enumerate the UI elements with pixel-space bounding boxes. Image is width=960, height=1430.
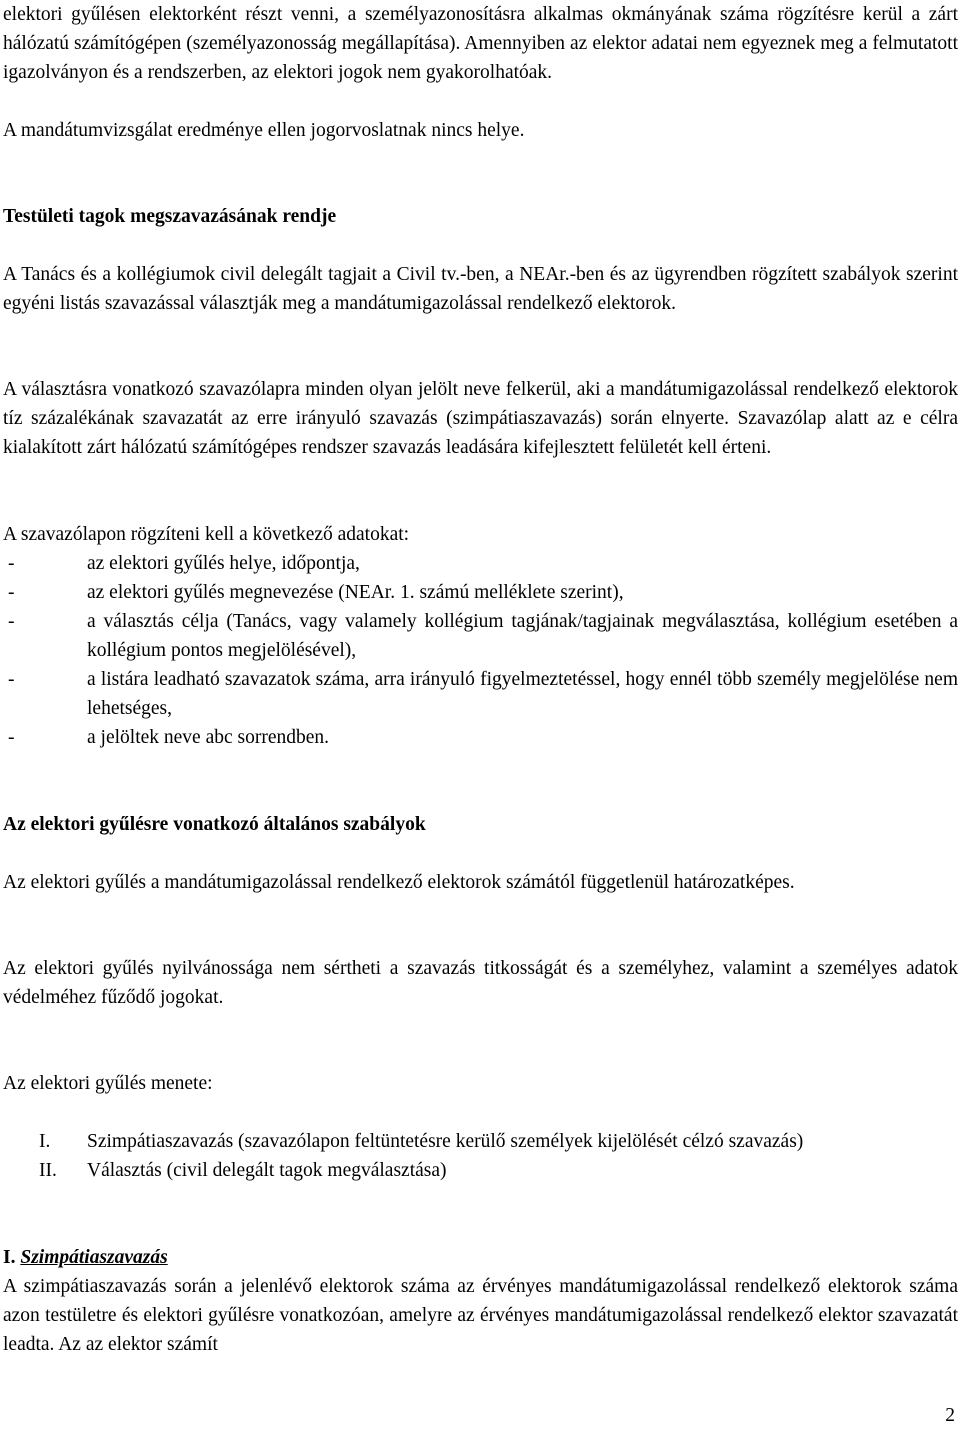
sympathy-heading-number: I. [3, 1247, 16, 1268]
list-item-number: II. [39, 1160, 57, 1181]
sympathy-heading [3, 1243, 958, 1272]
list-item-text: Választás (civil delegált tagok megválasztása) [87, 1160, 447, 1181]
list-item: - a választás célja (Tanács, vagy valamely kollégium tagjának/tagjainak megválasztása, kollégium esetében a kollégium pontos megjelölésével), [3, 607, 958, 665]
voting-order-heading: Testületi tagok megszavazásának rendje [3, 206, 337, 227]
course-intro: Az elektori gyűlés menete: [3, 1073, 213, 1094]
ballot-intro: A szavazólapon rögzíteni kell a következő adatokat: [3, 524, 410, 545]
list-item-text: Szimpátiaszavazás (szavazólapon feltüntetésre kerülő személyek kijelölését célzó szavazás) [87, 1131, 804, 1152]
remedy-paragraph: A mandátumvizsgálat eredménye ellen jogorvoslatnak nincs helye. [3, 120, 525, 141]
intro-paragraph: elektori gyűlésen elektorként részt venni, a személyazonosításra alkalmas okmányának száma rögzítésre kerül a zárt hálózatú számítógépen (személyazonosság megállapítása). Amennyiben az elektor adatai nem egyeznek meg a felmutatott igazolványon és a rendszerben, az elektori jogok nem gyakorolhatóak. [3, 4, 958, 83]
list-item [3, 1156, 958, 1185]
voting-order-paragraph-2: A választásra vonatkozó szavazólapra minden olyan jelölt neve felkerül, aki a mandátumigazolással rendelkező elektorok tíz százalékának szavazatát az erre irányuló szavazás (szimpátiaszavazás) során elnyerte. Szavazólap alatt az e célra kialakított zárt hálózatú számítógépes rendszer szavazás leadására kifejlesztett felületét kell érteni. [3, 379, 958, 458]
list-item-number: I. [39, 1131, 51, 1152]
sympathy-heading-title: Szimpátiaszavazás [20, 1247, 168, 1268]
page-number: 2 [945, 1405, 955, 1426]
general-rules-paragraph-2: Az elektori gyűlés nyilvánossága nem sértheti a szavazás titkosságát és a személyhez, valamint a személyes adatok védelméhez fűződő jogokat. [3, 958, 958, 1008]
course-items-list [3, 1127, 958, 1185]
voting-order-paragraph-1: A Tanács és a kollégiumok civil delegált tagjait a Civil tv.-ben, a NEAr.-ben és az ügyrendben rögzített szabályok szerint egyéni listás szavazással választják meg a mandátumigazolással rendelkező elektorok. [3, 264, 958, 314]
sympathy-paragraph: A szimpátiaszavazás során a jelenlévő elektorok száma az érvényes mandátumigazolással rendelkező elektorok száma azon testületre és elektori gyűlésre vonatkozóan, amelyre az érvényes mandátumigazolással rendelkező elektor szavazatát leadta. Az az elektor számít [3, 1276, 958, 1355]
general-rules-heading: Az elektori gyűlésre vonatkozó általános szabályok [3, 814, 426, 835]
ballot-items-list [3, 549, 958, 752]
list-item: - az elektori gyűlés helye, időpontja, [3, 549, 958, 578]
list-item: - a jelöltek neve abc sorrendben. [3, 723, 958, 752]
list-item [3, 1127, 958, 1156]
list-item: - az elektori gyűlés megnevezése (NEAr. 1. számú melléklete szerint), [3, 578, 958, 607]
list-item: - a listára leadható szavazatok száma, arra irányuló figyelmeztetéssel, hogy ennél több személy megjelölése nem lehetséges, [3, 665, 958, 723]
general-rules-paragraph-1: Az elektori gyűlés a mandátumigazolással rendelkező elektorok számától függetlenül határozatképes. [3, 872, 795, 893]
